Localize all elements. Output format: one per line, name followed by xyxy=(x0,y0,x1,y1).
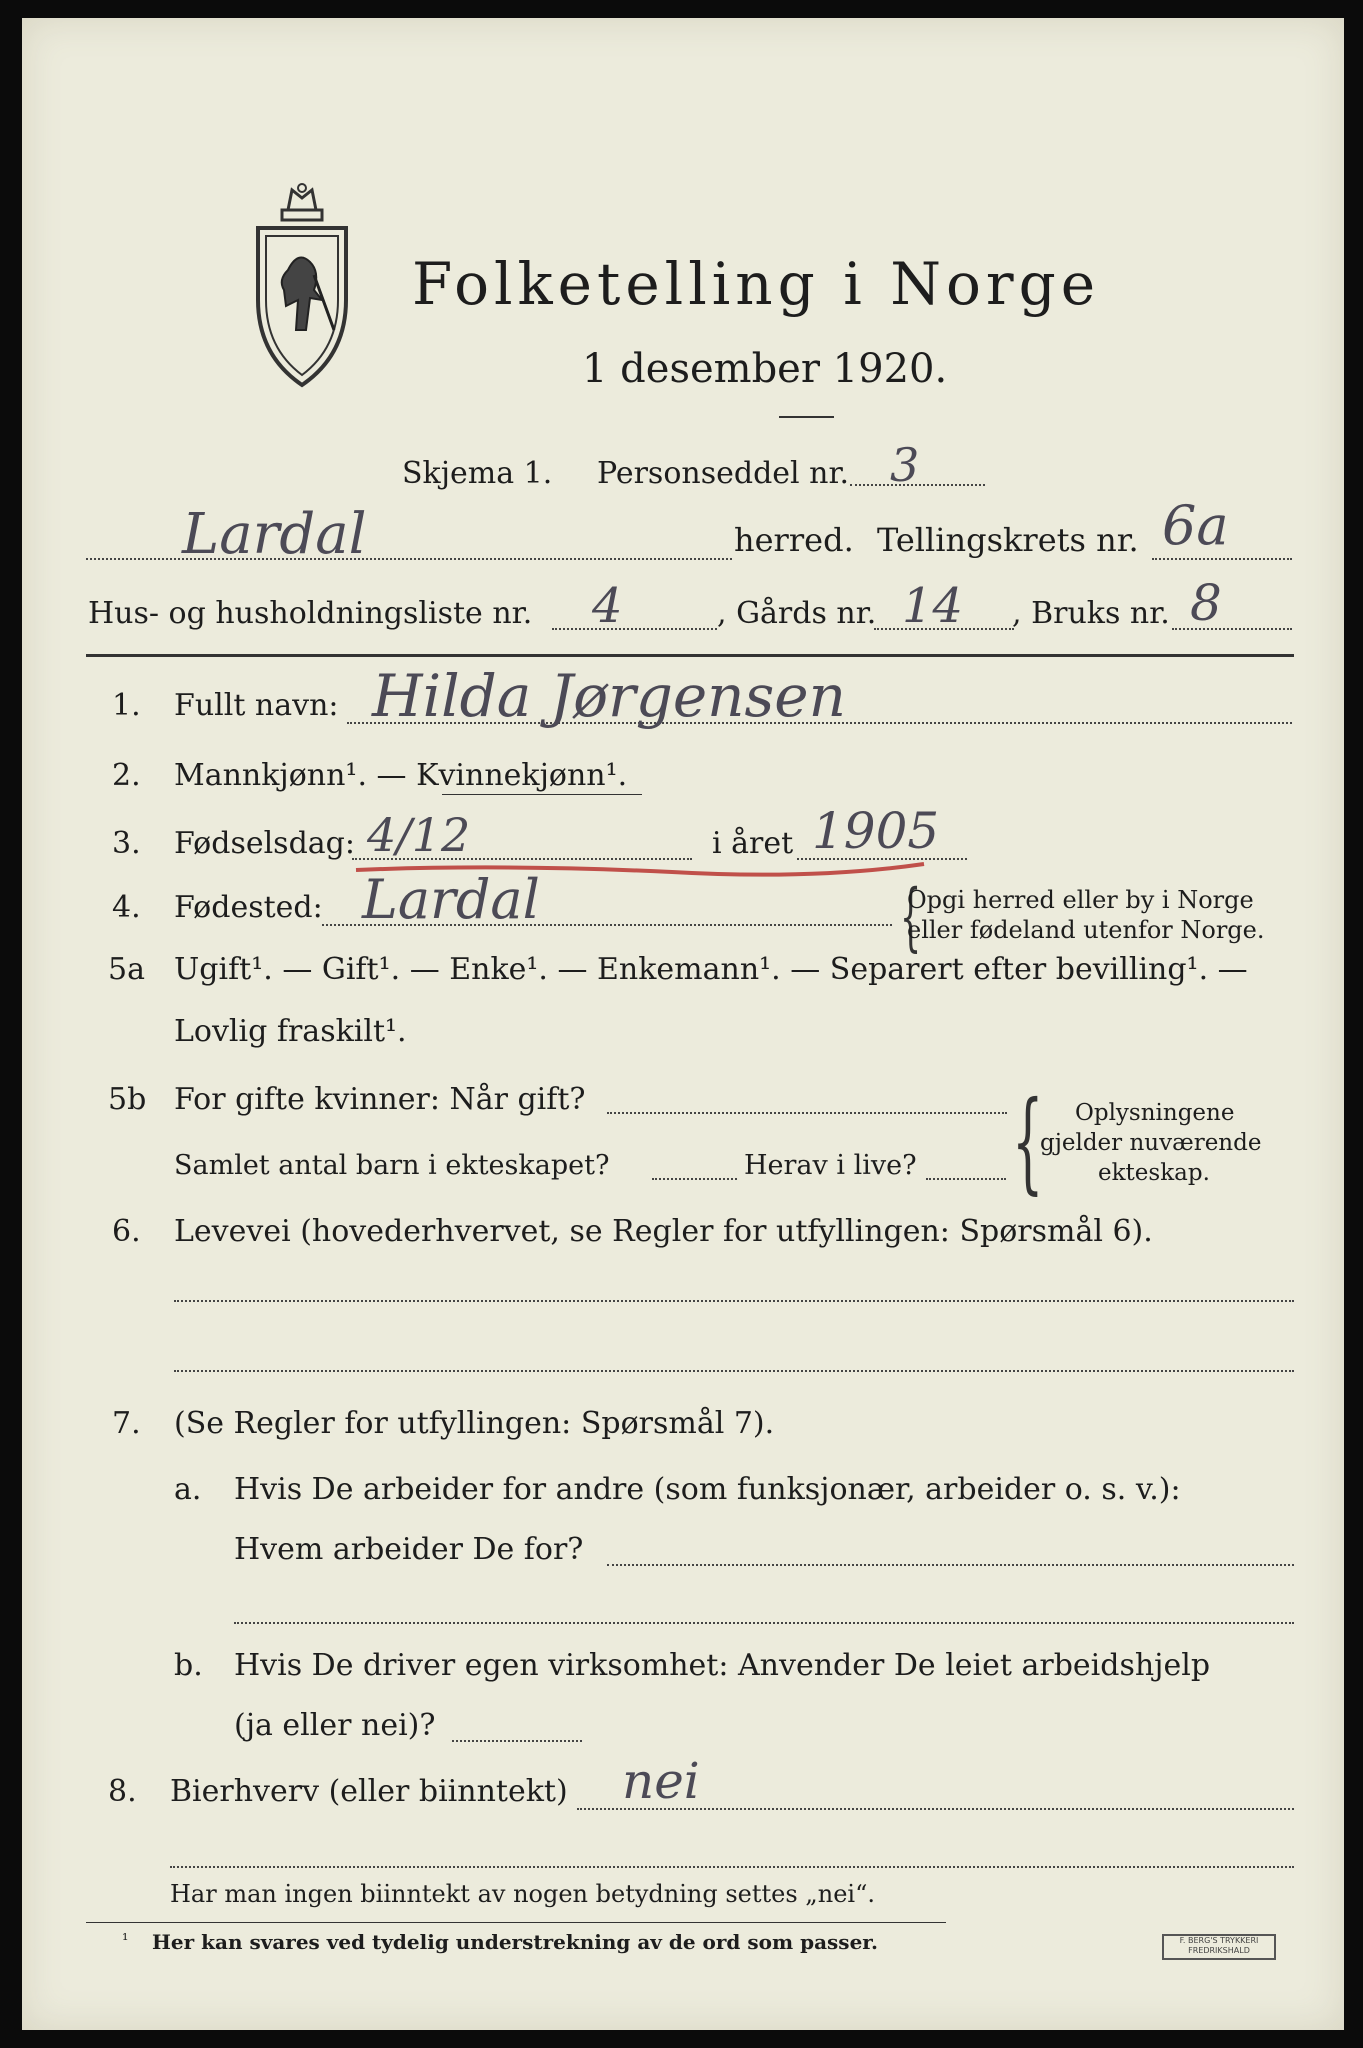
q8-number: 8. xyxy=(108,1774,137,1809)
q7b-line-1: Hvis De driver egen virksomhet: Anvender De leiet arbeidshjelp xyxy=(234,1648,1211,1683)
bruks-label: , Bruks nr. xyxy=(1012,596,1170,631)
q7b-line-2: (ja eller nei)? xyxy=(234,1708,436,1743)
q3-year-value[interactable]: 1905 xyxy=(812,802,940,860)
hus-value[interactable]: 4 xyxy=(592,578,623,634)
q3-value[interactable]: 4/12 xyxy=(367,808,471,862)
printer-stamp-line-1: F. BERG'S TRYKKERI xyxy=(1179,1936,1259,1945)
q7a-number: a. xyxy=(174,1472,202,1507)
norway-coat-of-arms-icon xyxy=(248,180,356,390)
q5b-note-1: Oplysningene xyxy=(1075,1100,1235,1126)
footnote-text: Her kan svares ved tydelig understrekning av de ord som passer. xyxy=(152,1930,878,1954)
q3-year-label: i året xyxy=(712,826,794,861)
q8-label: Bierhverv (eller biinntekt) xyxy=(170,1774,568,1809)
personseddel-label: Personseddel nr. xyxy=(597,456,850,491)
q8-value[interactable]: nei xyxy=(622,1752,700,1810)
q4-number: 4. xyxy=(112,890,141,925)
q5b-number: 5b xyxy=(108,1082,147,1117)
q7a-line-1: Hvis De arbeider for andre (som funksjonær, arbeider o. s. v.): xyxy=(234,1472,1181,1507)
q5b-brace: { xyxy=(1012,1077,1044,1205)
q7a-line xyxy=(607,1564,1294,1566)
q4-value[interactable]: Lardal xyxy=(362,868,540,931)
q5b-alive-line xyxy=(926,1178,1006,1180)
q2-label: Mannkjønn¹. — Kvinnekjønn¹. xyxy=(174,758,628,793)
q2-underline xyxy=(442,794,642,795)
herred-label: herred. xyxy=(734,521,854,559)
q5b-line-2a: Samlet antal barn i ekteskapet? xyxy=(174,1150,610,1181)
nei-instruction: Har man ingen biinntekt av nogen betydning settes „nei“. xyxy=(170,1880,875,1908)
tellingskrets-label: Tellingskrets nr. xyxy=(877,521,1139,559)
q7a-extra-line xyxy=(234,1622,1294,1624)
hus-label: Hus- og husholdningsliste nr. xyxy=(88,596,533,631)
q6-label: Levevei (hovederhvervet, se Regler for utfyllingen: Spørsmål 6). xyxy=(174,1214,1153,1249)
q3-label: Fødselsdag: xyxy=(174,826,355,861)
census-form xyxy=(22,18,1344,2030)
form-date: 1 desember 1920. xyxy=(582,346,948,392)
q5b-line-1: For gifte kvinner: Når gift? xyxy=(174,1082,586,1117)
q6-line-2 xyxy=(174,1370,1294,1372)
header-divider xyxy=(86,654,1294,657)
q1-number: 1. xyxy=(112,688,141,723)
q5a-number: 5a xyxy=(108,952,145,987)
q4-note-2: eller fødeland utenfor Norge. xyxy=(907,916,1265,944)
tellingskrets-value[interactable]: 6a xyxy=(1162,494,1229,557)
skjema-label: Skjema 1. xyxy=(402,456,553,491)
q5b-married-line xyxy=(607,1112,1007,1114)
footnote-mark: ¹ xyxy=(122,1930,129,1949)
q6-line-1 xyxy=(174,1300,1294,1302)
q1-value[interactable]: Hilda Jørgensen xyxy=(372,662,846,730)
q5a-line-2: Lovlig fraskilt¹. xyxy=(174,1014,407,1049)
gards-value[interactable]: 14 xyxy=(902,578,964,634)
q3-number: 3. xyxy=(112,826,141,861)
q5b-line-2b: Herav i live? xyxy=(744,1150,917,1181)
title-divider xyxy=(779,416,834,418)
q4-brace: { xyxy=(900,874,922,960)
q7-number: 7. xyxy=(112,1406,141,1441)
q7b-number: b. xyxy=(174,1648,203,1683)
q7b-line xyxy=(452,1740,582,1742)
q6-number: 6. xyxy=(112,1214,141,1249)
printer-stamp xyxy=(1162,1934,1276,1960)
personseddel-value[interactable]: 3 xyxy=(890,438,920,492)
bruks-value[interactable]: 8 xyxy=(1190,574,1222,632)
q2-number: 2. xyxy=(112,758,141,793)
gards-label: , Gårds nr. xyxy=(717,596,877,631)
q7-label: (Se Regler for utfyllingen: Spørsmål 7). xyxy=(174,1406,775,1441)
tellingskrets-line xyxy=(1152,558,1292,560)
q4-label: Fødested: xyxy=(174,890,323,925)
q5b-children-line xyxy=(652,1178,737,1180)
herred-value[interactable]: Lardal xyxy=(182,502,367,567)
q4-note-1: Opgi herred eller by i Norge xyxy=(907,886,1254,914)
footnote-divider xyxy=(86,1922,946,1923)
q8-extra-line xyxy=(170,1866,1294,1868)
q1-label: Fullt navn: xyxy=(174,688,339,723)
printer-stamp-line-2: FREDRIKSHALD xyxy=(1188,1946,1250,1955)
q7a-line-2: Hvem arbeider De for? xyxy=(234,1532,584,1567)
hus-line xyxy=(552,628,717,630)
q5b-note-2: gjelder nuværende xyxy=(1040,1130,1262,1156)
q5a-line-1: Ugift¹. — Gift¹. — Enke¹. — Enkemann¹. — Separert efter bevilling¹. — xyxy=(174,952,1248,987)
form-title: Folketelling i Norge xyxy=(412,250,1101,318)
q5b-note-3: ekteskap. xyxy=(1098,1160,1210,1186)
